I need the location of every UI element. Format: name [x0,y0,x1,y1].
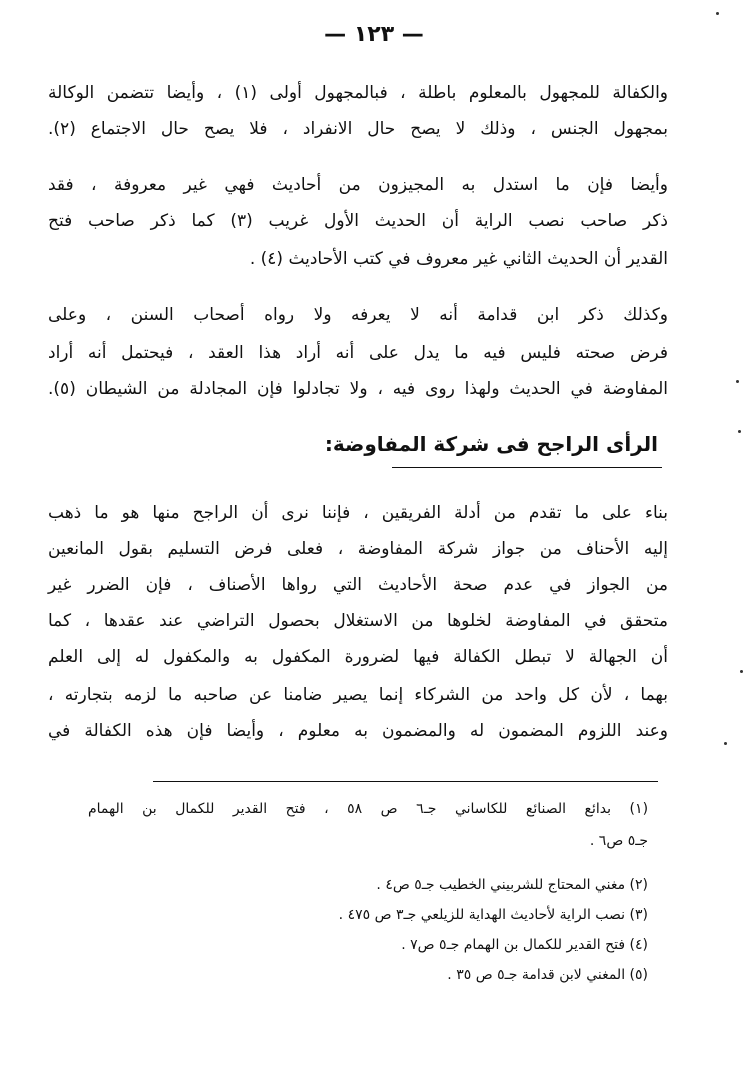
footnote-5: (٥) المغني لابن قدامة جـ٥ ص ٣٥ . [447,967,648,983]
paragraph-4-line-5: أن الجهالة لا تبطل الكفالة فيها لضرورة المكفول به والمكفول له إلى العلم [48,647,668,667]
paragraph-2-line-2: ذكر صاحب نصب الراية أن الحديث الأول غريب (٣) كما ذكر صاحب فتح [48,211,668,231]
footnote-2: (٢) مغني المحتاج للشربيني الخطيب جـ٥ ص٤ . [376,877,648,893]
paragraph-4-line-3: من الجواز في عدم صحة الأحاديث التي رواها الأصناف ، فإن الضرر غير [48,575,668,595]
footnote-1-continued: جـ٥ ص٦ . [589,833,648,849]
scan-speck [724,742,727,745]
footnote-3: (٣) نصب الراية لأحاديث الهداية للزيلعي جـ٣ ص ٤٧٥ . [338,907,648,923]
scan-speck [740,670,743,673]
footnote-1: (١) بدائع الصنائع للكاساني جـ٦ ص ٥٨ ، فتح القدير للكمال بن الهمام [88,801,649,817]
paragraph-4-line-4: متحقق في المفاوضة لخلوها من الاستغلال بحصول التراضي عند عقدها ، كما [48,611,668,631]
paragraph-3-line-1: وكذلك ذكر ابن قدامة أنه لا يعرفه ولا رواه أصحاب السنن ، وعلى [48,305,668,325]
footnote-4: (٤) فتح القدير للكمال بن الهمام جـ٥ ص٧ . [401,937,648,953]
paragraph-1-line-1: والكفالة للمجهول بالمعلوم باطلة ، فبالمجهول أولى (١) ، وأيضا تتضمن الوكالة [48,83,668,103]
heading-underline [392,467,662,468]
paragraph-1-line-2: بمجهول الجنس ، وذلك لا يصح حال الانفراد ، فلا يصح حال الاجتماع (٢). [48,119,668,139]
scan-speck [736,380,739,383]
footnote-separator [153,781,658,782]
paragraph-4-line-1: بناء على ما تقدم من أدلة الفريقين ، فإننا نرى أن الراجح منها هو ما ذهب [48,503,668,523]
paragraph-4-line-6: بهما ، لأن كل واحد من الشركاء إنما يصير ضامنا عن صاحبه ما لزمه بتجارته ، [48,685,668,705]
paragraph-2-line-3: القدير أن الحديث الثاني غير معروف في كتب الأحاديث (٤) . [249,249,668,269]
paragraph-3-line-2: فرض صحته فليس فيه ما يدل على أنه أراد هذا العقد ، فيحتمل أنه أراد [48,343,668,363]
scan-speck [716,12,719,15]
page-number: — ١٢٣ — [324,22,424,47]
paragraph-3-line-3: المفاوضة في الحديث ولهذا روى فيه ، ولا تجادلوا فإن المجادلة من الشيطان (٥). [48,379,668,399]
paragraph-2-line-1: وأيضا فإن ما استدل به المجيزون من أحاديث فهي غير معروفة ، فقد [48,175,668,195]
section-heading: الرأى الراجح فى شركة المفاوضة: [324,432,658,456]
paragraph-4-line-7: وعند اللزوم المضمون له والمضمون به معلوم ، وأيضا فإن هذه الكفالة في [48,721,668,741]
paragraph-4-line-2: إليه الأحناف من جواز شركة المفاوضة ، فعلى فرض التسليم بقول المانعين [48,539,668,559]
scan-speck [738,430,741,433]
